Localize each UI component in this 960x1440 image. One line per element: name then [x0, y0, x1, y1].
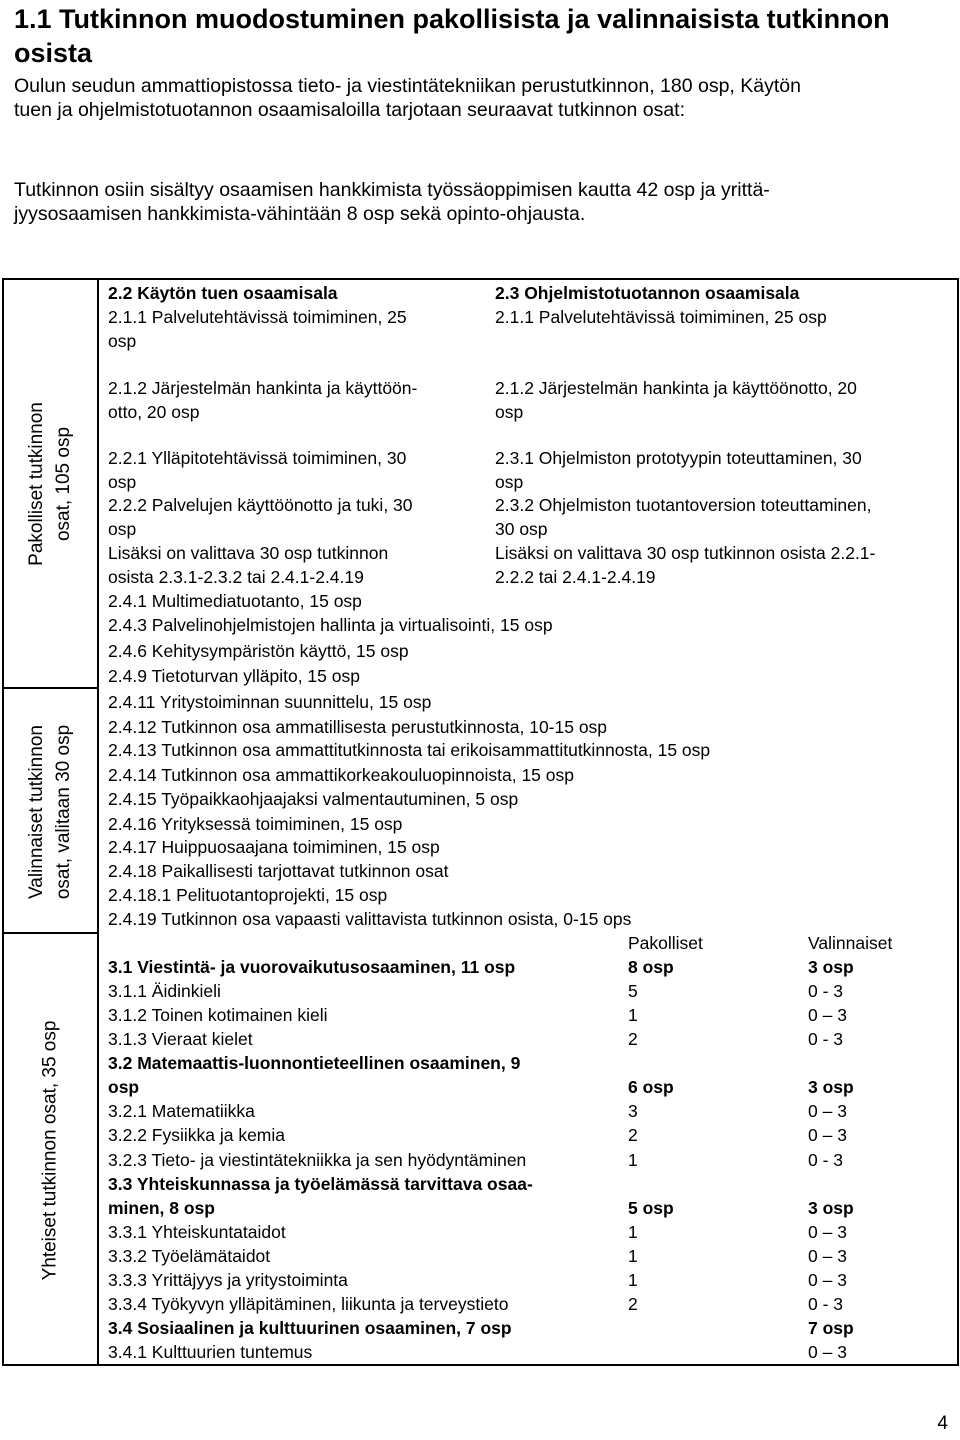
mandatory-right-item: [495, 306, 827, 330]
note-paragraph: [14, 178, 944, 226]
common-row-name: [108, 1173, 533, 1220]
common-row-optional: 0 – 3: [808, 1246, 847, 1266]
optional-item: 2.4.6 Kehitysympäristön käyttö, 15 osp: [108, 641, 409, 661]
common-row-mandatory: 5 osp: [628, 1198, 674, 1218]
optional-item: 2.4.9 Tietoturvan ylläpito, 15 osp: [108, 666, 360, 686]
optional-item: 2.4.14 Tutkinnon osa ammattikorkeakouluopinnoista, 15 osp: [108, 765, 574, 785]
optional-item: 2.4.13 Tutkinnon osa ammattitutkinnosta tai erikoisammattitutkinnosta, 15 osp: [108, 740, 711, 760]
mandatory-side-label-line-2: osat, 105 osp: [53, 426, 74, 542]
common-row-name: 3.1 Viestintä- ja vuorovaikutusosaaminen, 11 osp: [108, 957, 516, 977]
intro-paragraph: [14, 74, 944, 122]
common-row-name-line-2: minen, 8 osp: [108, 1197, 215, 1218]
common-row-name: 3.3.2 Työelämätaidot: [108, 1246, 271, 1266]
mandatory-left-item: [108, 447, 406, 494]
mandatory-right-item-line-1: 2.3.2 Ohjelmiston tuotantoversion toteuttaminen,: [495, 495, 872, 515]
mandatory-left-item: [108, 494, 413, 541]
common-row-mandatory: 2: [628, 1294, 638, 1314]
optional-side-label: [2, 690, 98, 934]
common-row-name: 3.3.1 Yhteiskuntataidot: [108, 1222, 286, 1242]
mandatory-left-item-line-2: osp: [108, 518, 137, 539]
optional-item: 2.4.18 Paikallisesti tarjottavat tutkinnon osat: [108, 861, 449, 881]
common-row-optional: 0 - 3: [808, 1150, 844, 1170]
mandatory-right-header: 2.3 Ohjelmistotuotannon osaamisala: [495, 283, 800, 303]
mandatory-left-item-line-2: osp: [108, 330, 137, 351]
table-border-top: [2, 278, 959, 280]
heading-line-2: osista: [14, 38, 93, 68]
common-row-optional: 0 - 3: [808, 981, 844, 1001]
mandatory-right-item-line-2: osp: [495, 401, 524, 422]
mandatory-left-item: [108, 542, 388, 589]
optional-item: 2.4.3 Palvelinohjelmistojen hallinta ja virtualisointi, 15 osp: [108, 615, 553, 635]
mandatory-left-item-line-1: 2.1.2 Järjestelmän hankinta ja käyttöön-: [108, 378, 418, 398]
optional-item: 2.4.19 Tutkinnon osa vapaasti valittavista tutkinnon osista, 0-15 ops: [108, 909, 632, 929]
mandatory-right-item: [495, 377, 857, 424]
common-row-mandatory: 1: [628, 1270, 638, 1290]
mandatory-left-item: [108, 306, 407, 353]
common-row-name: 3.2.2 Fysiikka ja kemia: [108, 1125, 286, 1145]
column-header-optional: Valinnaiset: [808, 933, 893, 953]
mandatory-right-item-line-1: 2.1.1 Palvelutehtävissä toimiminen, 25 osp: [495, 307, 827, 327]
common-row-name: 3.4 Sosiaalinen ja kulttuurinen osaaminen, 7 osp: [108, 1318, 512, 1338]
optional-item: 2.4.11 Yritystoiminnan suunnittelu, 15 osp: [108, 692, 432, 712]
mandatory-left-item: [108, 377, 417, 424]
common-row-mandatory: 2: [628, 1125, 638, 1145]
common-row-name: 3.1.1 Äidinkieli: [108, 981, 221, 1001]
mandatory-left-item-line-1: 2.2.2 Palvelujen käyttöönotto ja tuki, 30: [108, 495, 413, 515]
common-row-name: 3.3.3 Yrittäjyys ja yritystoiminta: [108, 1270, 348, 1290]
common-row-name: 3.2.1 Matematiikka: [108, 1101, 255, 1121]
common-side-label: [2, 936, 98, 1364]
common-row-mandatory: 1: [628, 1005, 638, 1025]
common-row-optional: 0 – 3: [808, 1222, 847, 1242]
mandatory-side-label: [2, 280, 98, 688]
optional-item: 2.4.16 Yrityksessä toimiminen, 15 osp: [108, 814, 403, 834]
mandatory-left-item-line-1: 2.2.1 Ylläpitotehtävissä toimiminen, 30: [108, 448, 407, 468]
common-row-mandatory: 1: [628, 1246, 638, 1266]
optional-item: 2.4.15 Työpaikkaohjaajaksi valmentautuminen, 5 osp: [108, 789, 519, 809]
mandatory-right-item: [495, 494, 871, 541]
common-row-name: 3.2.3 Tieto- ja viestintätekniikka ja sen hyödyntäminen: [108, 1150, 527, 1170]
mandatory-right-item-line-1: 2.3.1 Ohjelmiston prototyypin toteuttaminen, 30: [495, 448, 862, 468]
page-number: 4: [937, 1413, 948, 1434]
common-row-mandatory: 1: [628, 1222, 638, 1242]
mandatory-side-label-line-1: Pakolliset tutkinnon: [26, 402, 47, 566]
common-row-optional: 3 osp: [808, 957, 854, 977]
intro-line-1: Oulun seudun ammattiopistossa tieto- ja viestintätekniikan perustutkinnon, 180 osp, Käytön: [14, 75, 801, 97]
mandatory-right-item: [495, 542, 875, 589]
mandatory-left-item-line-2: osista 2.3.1-2.3.2 tai 2.4.1-2.4.19: [108, 566, 364, 587]
common-row-mandatory: 6 osp: [628, 1077, 674, 1097]
optional-side-label-line-1: Valinnaiset tutkinnon: [26, 725, 48, 899]
common-row-optional: 0 – 3: [808, 1101, 847, 1121]
mandatory-right-item-line-2: osp: [495, 471, 524, 492]
optional-item: 2.4.12 Tutkinnon osa ammatillisesta perustutkinnosta, 10-15 osp: [108, 717, 608, 737]
optional-item: 2.4.17 Huippuosaajana toimiminen, 15 osp: [108, 837, 440, 857]
note-line-2: jyysosaamisen hankkimista-vähintään 8 osp sekä opinto-ohjausta.: [14, 203, 586, 225]
mandatory-left-item-line-1: Lisäksi on valittava 30 osp tutkinnon: [108, 543, 389, 563]
common-row-mandatory: 1: [628, 1150, 638, 1170]
common-row-name: 3.1.3 Vieraat kielet: [108, 1029, 253, 1049]
column-header-mandatory: Pakolliset: [628, 933, 703, 953]
heading-line-1: 1.1 Tutkinnon muodostuminen pakollisista ja valinnaisista tutkinnon: [14, 4, 890, 34]
common-row-mandatory: 8 osp: [628, 957, 674, 977]
common-row-name: 3.4.1 Kulttuurien tuntemus: [108, 1342, 313, 1362]
mandatory-right-item: [495, 447, 862, 494]
common-row-optional: 0 – 3: [808, 1342, 847, 1362]
common-row-optional: 3 osp: [808, 1077, 854, 1097]
table-border-right: [957, 278, 959, 1366]
mandatory-right-item-line-1: 2.1.2 Järjestelmän hankinta ja käyttöönotto, 20: [495, 378, 857, 398]
common-row-name-line-1: 3.3 Yhteiskunnassa ja työelämässä tarvittava osaa-: [108, 1174, 533, 1194]
mandatory-left-item-line-1: 2.1.1 Palvelutehtävissä toimiminen, 25: [108, 307, 407, 327]
common-row-optional: 0 - 3: [808, 1294, 844, 1314]
common-row-optional: 0 – 3: [808, 1125, 847, 1145]
common-row-name-line-2: osp: [108, 1076, 140, 1097]
mandatory-right-item-line-2: 2.2.2 tai 2.4.1-2.4.19: [495, 566, 656, 587]
mandatory-right-item-line-1: Lisäksi on valittava 30 osp tutkinnon osista 2.2.1-: [495, 543, 876, 563]
optional-item: 2.4.1 Multimediatuotanto, 15 osp: [108, 591, 362, 611]
common-row-name: 3.3.4 Työkyvyn ylläpitäminen, liikunta ja terveystieto: [108, 1294, 509, 1314]
common-row-name-line-1: 3.2 Matemaattis-luonnontieteellinen osaaminen, 9: [108, 1053, 521, 1073]
common-row-optional: 0 - 3: [808, 1029, 844, 1049]
common-row-optional: 3 osp: [808, 1198, 854, 1218]
common-row-mandatory: 5: [628, 981, 638, 1001]
mandatory-left-item-line-2: osp: [108, 471, 137, 492]
common-row-mandatory: 3: [628, 1101, 638, 1121]
mandatory-left-header: 2.2 Käytön tuen osaamisala: [108, 283, 338, 303]
mandatory-left-item-line-2: otto, 20 osp: [108, 401, 200, 422]
common-row-optional: 0 – 3: [808, 1270, 847, 1290]
note-line-1: Tutkinnon osiin sisältyy osaamisen hankkimista työssäoppimisen kautta 42 osp ja yrittä-: [14, 179, 770, 201]
intro-line-2: tuen ja ohjelmistotuotannon osaamisaloilla tarjotaan seuraavat tutkinnon osat:: [14, 99, 686, 121]
common-row-name: [108, 1052, 520, 1099]
common-row-optional: 0 – 3: [808, 1005, 847, 1025]
common-row-name: 3.1.2 Toinen kotimainen kieli: [108, 1005, 328, 1025]
common-row-optional: 7 osp: [808, 1318, 854, 1338]
common-side-label-line-1: Yhteiset tutkinnon osat, 35 osp: [39, 1020, 61, 1280]
page-heading: [14, 2, 944, 70]
optional-side-label-line-2: osat, valitaan 30 osp: [53, 724, 75, 900]
mandatory-right-item-line-2: 30 osp: [495, 518, 548, 539]
common-row-mandatory: 2: [628, 1029, 638, 1049]
optional-item: 2.4.18.1 Pelituotantoprojekti, 15 osp: [108, 885, 388, 905]
